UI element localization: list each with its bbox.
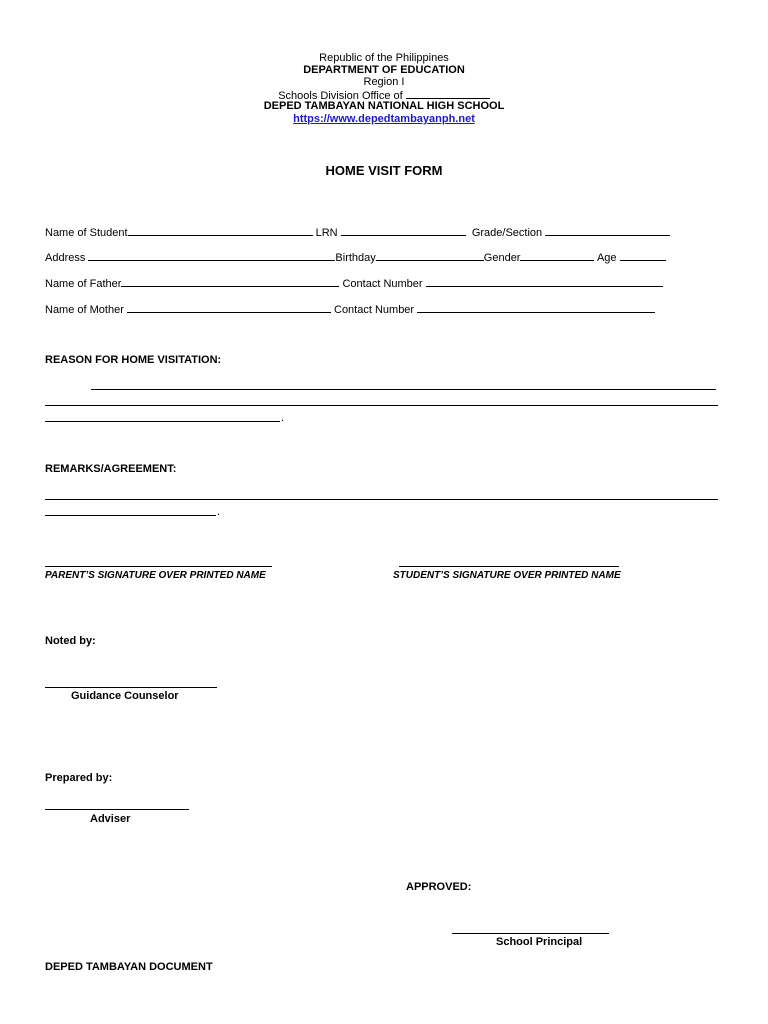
reason-line-3[interactable] [45,421,280,422]
approved-label: APPROVED: [406,881,472,893]
adviser-line[interactable] [45,809,189,810]
region-line: Region I [363,76,405,88]
father-contact-label: Contact Number [342,278,423,290]
birthday-label: Birthday [335,252,376,264]
website-link[interactable]: https://www.depedtambayanph.net [293,113,475,125]
reason-period: . [281,412,285,424]
row-address [45,250,666,265]
department-line: DEPARTMENT OF EDUCATION [303,64,465,76]
father-contact-field[interactable] [426,276,663,287]
guidance-counselor-label: Guidance Counselor [71,690,179,702]
lrn-label: LRN [315,227,338,239]
guidance-counselor-line[interactable] [45,687,217,688]
school-principal-line[interactable] [452,933,609,934]
division-label: Schools Division Office of [278,90,403,102]
student-name-label: Name of Student [45,227,128,239]
footer-text: DEPED TAMBAYAN DOCUMENT [45,961,213,973]
gender-label: Gender [483,252,521,264]
reason-heading: REASON FOR HOME VISITATION: [45,354,222,366]
adviser-label: Adviser [90,813,131,825]
birthday-field[interactable] [376,250,484,261]
remarks-heading: REMARKS/AGREEMENT: [45,463,177,475]
row-student [45,225,670,240]
grade-section-label: Grade/Section [471,227,543,239]
reason-line-2[interactable] [45,405,718,406]
age-label: Age [596,252,617,264]
parent-signature-line[interactable] [45,566,272,567]
age-field[interactable] [620,250,666,261]
noted-by-label: Noted by: [45,635,96,647]
republic-line: Republic of the Philippines [319,52,449,64]
student-signature-line[interactable] [399,566,619,567]
remarks-line-1[interactable] [45,499,718,500]
form-title: HOME VISIT FORM [325,163,443,178]
reason-line-1[interactable] [91,389,716,390]
website-line [0,113,768,125]
row-mother [45,302,655,317]
address-field[interactable] [88,250,335,261]
mother-contact-field[interactable] [417,302,655,313]
parent-signature-label: PARENT’S SIGNATURE OVER PRINTED NAME [45,570,266,581]
father-name-label: Name of Father [45,278,122,290]
mother-name-label: Name of Mother [45,304,124,316]
lrn-field[interactable] [341,225,466,236]
address-label: Address [45,252,86,264]
gender-field[interactable] [520,250,594,261]
remarks-line-2[interactable] [45,515,216,516]
row-father [45,276,663,291]
student-signature-label: STUDENT’S SIGNATURE OVER PRINTED NAME [393,570,621,581]
grade-section-field[interactable] [545,225,670,236]
division-blank [406,88,490,99]
school-principal-label: School Principal [496,936,583,948]
remarks-period: . [217,506,221,518]
prepared-by-label: Prepared by: [45,772,113,784]
school-name: DEPED TAMBAYAN NATIONAL HIGH SCHOOL [263,100,505,112]
mother-contact-label: Contact Number [334,304,415,316]
mother-name-field[interactable] [127,302,331,313]
student-name-field[interactable] [128,225,313,236]
father-name-field[interactable] [121,276,339,287]
